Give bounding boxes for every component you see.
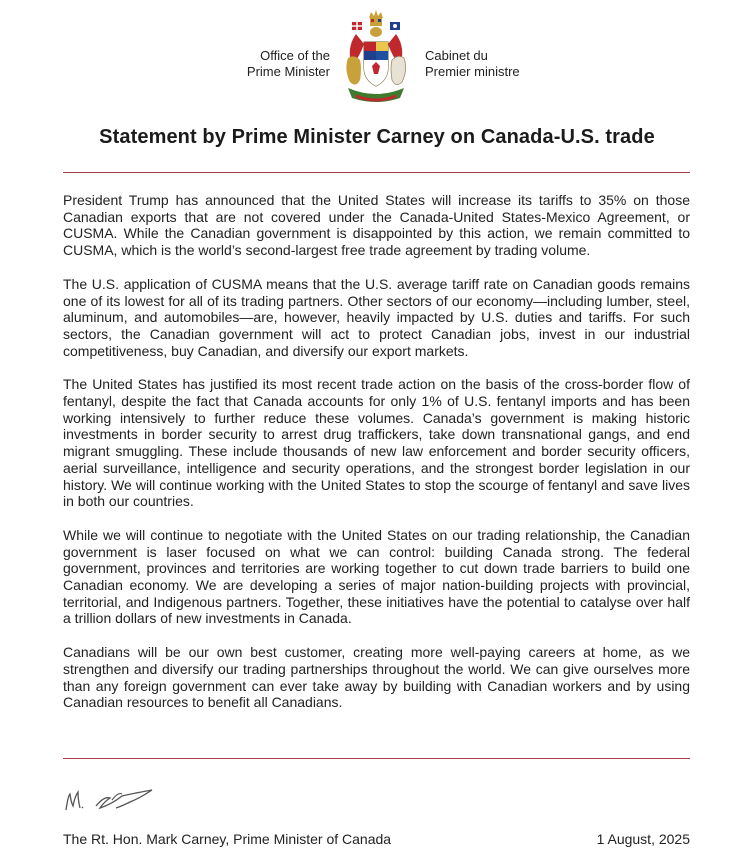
signatory-name: The Rt. Hon. Mark Carney, Prime Minister of Canada — [63, 831, 392, 847]
office-en-line1: Office of the — [260, 48, 330, 63]
statement-body — [63, 192, 690, 728]
paragraph: Canadians will be our own best customer, creating more well-paying careers at home, as we strengthen and diversify our trading partnerships throughout the world. We can give ourselves more than any foreign government can ever take away by building with Canadian workers and by using Canadian resources to benefit all Canadians. — [63, 644, 690, 711]
coat-of-arms-icon — [338, 8, 414, 108]
bottom-divider — [63, 758, 690, 759]
paragraph: While we will continue to negotiate with the United States on our trading relationship, the Canadian government is laser focused on what we can control: building Canada strong. The federal government, provinces and territories are working together to cut down trade barriers to build one Canadian economy. We are developing a series of major nation-building projects with provincial, territorial, and Indigenous partners. Together, these initiatives have the potential to catalyse over half a trillion dollars of new investments in Canada. — [63, 526, 690, 627]
signature-icon — [60, 786, 160, 816]
top-divider — [63, 172, 690, 173]
statement-date: 1 August, 2025 — [596, 831, 690, 847]
office-fr-line2: Premier ministre — [425, 64, 520, 79]
office-name-french — [425, 48, 520, 80]
paragraph: President Trump has announced that the United States will increase its tariffs to 35% on those Canadian exports that are not covered under the Canada-United States-Mexico Agreement, or CUSMA. While the Canadian government is disappointed by this action, we remain committed to CUSMA, which is the world’s second-largest free trade agreement by trading volume. — [63, 192, 690, 259]
paragraph: The U.S. application of CUSMA means that the U.S. average tariff rate on Canadian goods remains one of its lowest for all of its trading partners. Other sectors of our economy—including lumber, steel, aluminum, and automobiles—are, however, heavily impacted by U.S. duties and tariffs. For such sectors, the Canadian government will act to protect Canadian jobs, invest in our industrial competitiveness, buy Canadian, and diversify our export markets. — [63, 275, 690, 359]
office-fr-line1: Cabinet du — [425, 48, 488, 63]
letterhead — [0, 8, 754, 108]
paragraph: The United States has justified its most recent trade action on the basis of the cross-border flow of fentanyl, despite the fact that Canada accounts for only 1% of U.S. fentanyl imports and has been working intensively to further reduce these volumes. Canada’s government is making historic investments in border security to arrest drug traffickers, take down transnational gangs, and end migrant smuggling. These include thousands of new law enforcement and border security officers, aerial surveillance, intelligence and security operations, and the strongest border legislation in our history. We will continue working with the United States to stop the scourge of fentanyl and save lives in both our countries. — [63, 376, 690, 510]
statement-title: Statement by Prime Minister Carney on Canada-U.S. trade — [99, 126, 655, 148]
office-name-english — [247, 48, 330, 80]
office-en-line2: Prime Minister — [246, 64, 330, 79]
